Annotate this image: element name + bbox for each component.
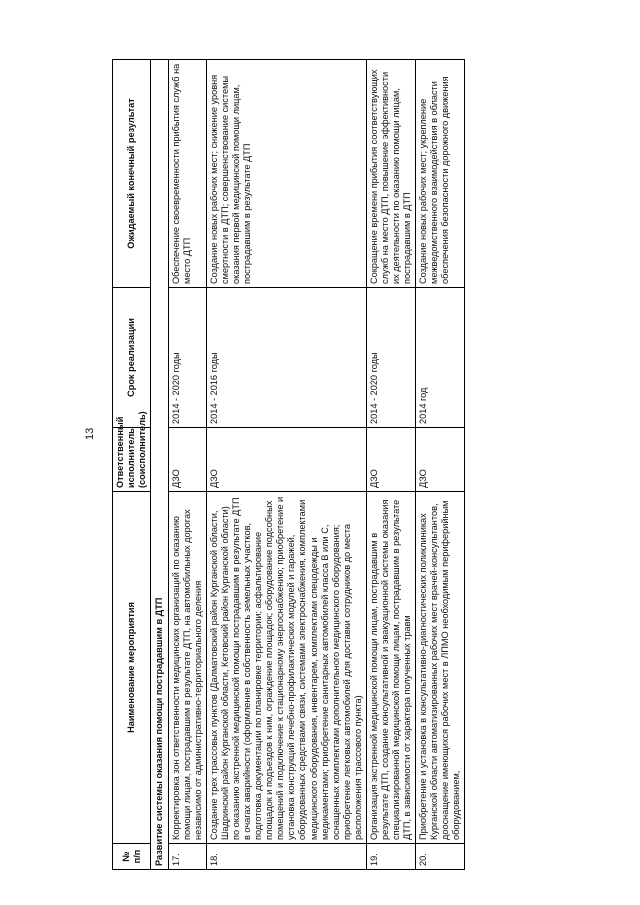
row-term: 2014 - 2020 годы bbox=[366, 288, 415, 428]
row-name: Корректировка зон ответственности медицинских организаций по оказанию помощи лицам, пострадавшим в результате ДТП, на автомобильных дорогах независимо от административно-территориального деления bbox=[169, 492, 207, 844]
row-num: 19. bbox=[366, 844, 415, 870]
row-term: 2014 год bbox=[415, 288, 464, 428]
table-header-row bbox=[113, 60, 151, 870]
row-executor: ДЗО bbox=[169, 428, 207, 492]
row-term: 2014 - 2020 годы bbox=[169, 288, 207, 428]
table-row bbox=[169, 60, 207, 870]
header-name: Наименование мероприятия bbox=[113, 492, 151, 844]
row-executor: ДЗО bbox=[415, 428, 464, 492]
row-result: Создание новых рабочих мест; снижение уровня смертности в ДТП; совершенствование системы оказания первой медицинской помощи лицам, пострадавшим в результате ДТП bbox=[207, 60, 366, 288]
row-name: Организация экстренной медицинской помощи лицам, пострадавшим в результате ДТП, создание консультативной и эвакуационной системы оказания специализированной медицинской помощи лицам, пострадавшим в результате ДТП, в зависимости от характера полученных травм bbox=[366, 492, 415, 844]
row-executor: ДЗО bbox=[207, 428, 366, 492]
row-result: Создание новых рабочих мест; укрепление межведомственного взаимодействия в области обеспечения безопасности дорожного движения bbox=[415, 60, 464, 288]
row-name: Приобретение и установка в консультативно-диагностических поликлиниках Курганской области автоматизированных рабочих мест врачей-консультантов, дооснащение имеющихся рабочих мест в ЛПМО необходимым периферийным оборудованием, bbox=[415, 492, 464, 844]
page-number: 13 bbox=[84, 427, 96, 440]
section-row bbox=[151, 60, 169, 870]
header-executor: Ответственный исполнитель (соисполнитель) bbox=[113, 428, 151, 492]
table-row bbox=[366, 60, 415, 870]
row-num: 17. bbox=[169, 844, 207, 870]
header-result: Ожидаемый конечный результат bbox=[113, 60, 151, 288]
row-term: 2014 - 2016 годы bbox=[207, 288, 366, 428]
table-row bbox=[415, 60, 464, 870]
header-num: № п/п bbox=[113, 844, 151, 870]
measures-table-wrapper bbox=[112, 60, 465, 870]
measures-table bbox=[112, 59, 465, 870]
row-num: 20. bbox=[415, 844, 464, 870]
row-name: Создание трех трассовых пунктов (Далматовский район Курганской области, Шадринский район Курганской области, Кетовский район Курганской области) по оказанию экстренной медицинской помощи пострадавшим в результате ДТП в очагах аварийности (оформление в собственность земельных участков, подготовка документации по планировке территории; асфальтирование площадок и подъездов к ним, ограждение площадок; оборудование подсобных помещений и подключение к стационарному энергоснабжению; приобретение и установка конструкций лечебно-профилактических модулей и гаражей, оборудованных средствами связи, системами электроснабжения, комплектами медицинского оборудования, инвентарем, комплектами спецодежды и медикаментами; приобретение санитарных автомобилей класса В или С, оснащенных комплектами дополнительного медицинского оборудования; приобретение легковых автомобилей для доставки сотрудников до места расположения трассового пункта) bbox=[207, 492, 366, 844]
row-executor: ДЗО bbox=[366, 428, 415, 492]
row-result: Сокращение времени прибытия соответствующих служб на место ДТП, повышение эффективности их деятельности по оказанию помощи лицам, пострадавшим в ДТП bbox=[366, 60, 415, 288]
row-result: Обеспечение своевременности прибытия служб на место ДТП bbox=[169, 60, 207, 288]
section-title: Развитие системы оказания помощи пострадавшим в ДТП bbox=[151, 60, 169, 870]
header-term: Срок реализации bbox=[113, 288, 151, 428]
row-num: 18. bbox=[207, 844, 366, 870]
table-row bbox=[207, 60, 366, 870]
